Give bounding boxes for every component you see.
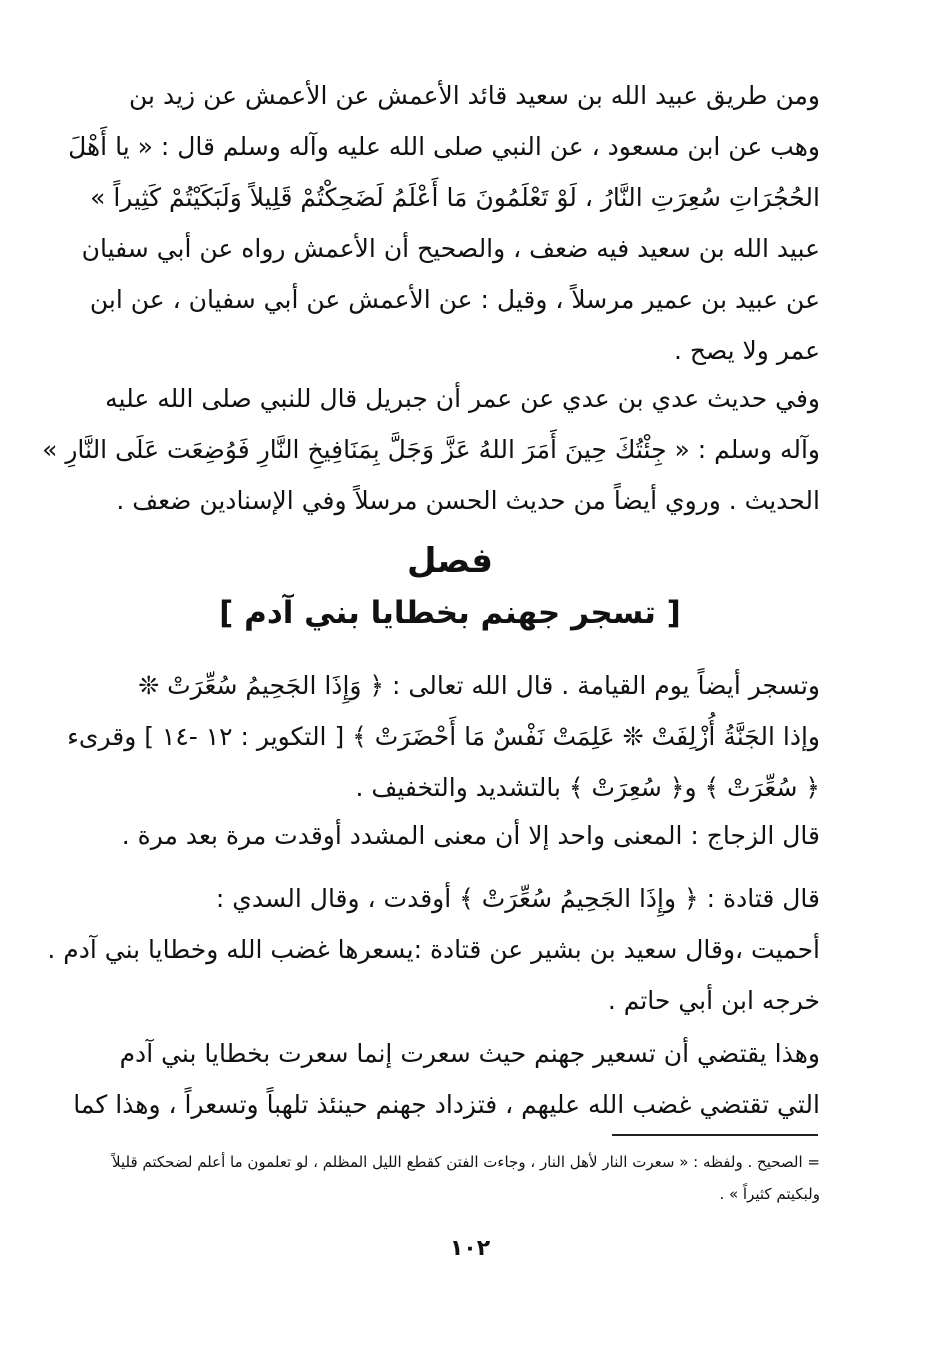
paragraph-hadith-adi	[42, 373, 820, 526]
text-line: وهذا يقتضي أن تسعير جهنم حيث سعرت إنما سعرت بخطايا بني آدم	[119, 1039, 820, 1068]
paragraph-qatada	[47, 873, 820, 1026]
footnote-divider	[612, 1134, 818, 1136]
text-line: ومن طريق عبيد الله بن سعيد قائد الأعمش عن الأعمش عن زيد بن	[129, 81, 820, 110]
section-title: فصل	[406, 541, 494, 581]
page-number: ١٠٢	[449, 1236, 491, 1261]
text-line: ﴿ سُعِّرَتْ ﴾ و﴿ سُعِرَتْ ﴾ بالتشديد والتخفيف .	[355, 773, 820, 802]
paragraph-zajjaj	[80, 810, 820, 861]
text-line: الحُجُرَاتِ سُعِرَتِ النَّارُ ، لَوْ تَعْلَمُونَ مَا أَعْلَمُ لَضَحِكْتُمْ قَلِيلاً وَلَبَكَيْتُمْ كَثِيراً »	[90, 183, 820, 212]
text-line: أحميت ،وقال سعيد بن بشير عن قتادة :يسعرها غضب الله وخطايا بني آدم .	[47, 935, 820, 964]
paragraph-quran-verse	[67, 660, 820, 813]
text-line: عبيد الله بن سعيد فيه ضعف ، والصحيح أن الأعمش رواه عن أبي سفيان	[81, 234, 820, 263]
footnote	[80, 1146, 820, 1210]
text-line: قال الزجاج : المعنى واحد إلا أن معنى المشدد أوقدت مرة بعد مرة .	[121, 821, 820, 850]
text-line: قال قتادة : ﴿ وإِذَا الجَحِيمُ سُعِّرَتْ ﴾ أوقدت ، وقال السدي :	[215, 884, 820, 913]
footnote-line: = الصحيح . ولفظه : « سعرت النار لأهل النار ، وجاءت الفتن كقطع الليل المظلم ، لو تعلمون ما أعلم لضحكتم قليلاً	[112, 1153, 820, 1171]
text-line: وتسجر أيضاً يوم القيامة . قال الله تعالى : ﴿ وَإِذَا الجَحِيمُ سُعِّرَتْ ❊	[138, 671, 820, 700]
section-subtitle: [ تسجر جهنم بخطايا بني آدم ]	[219, 595, 681, 631]
text-line: وهب عن ابن مسعود ، عن النبي صلى الله عليه وآله وسلم قال : « يا أَهْلَ	[68, 132, 820, 161]
footnote-line: ولبكيتم كثيراً » .	[719, 1185, 820, 1203]
text-line: خرجه ابن أبي حاتم .	[607, 986, 820, 1015]
text-line: التي تقتضي غضب الله عليهم ، فتزداد جهنم حينئذ تلهباً وتسعراً ، وهذا كما	[73, 1090, 820, 1119]
paragraph-conclusion	[73, 1028, 820, 1130]
text-line: وإذا الجَنَّةُ أُزْلِفَتْ ❊ عَلِمَتْ نَفْسٌ مَا أَحْضَرَتْ ﴾ [ التكوير : ١٢ -١٤ ] وقرىء	[67, 722, 820, 751]
text-line: عن عبيد بن عمير مرسلاً ، وقيل : عن الأعمش عن أبي سفيان ، عن ابن	[89, 285, 820, 314]
text-line: وفي حديث عدي بن عدي عن عمر أن جبريل قال للنبي صلى الله عليه	[105, 384, 820, 413]
text-line: الحديث . وروي أيضاً من حديث الحسن مرسلاً وفي الإسنادين ضعف .	[116, 486, 820, 515]
paragraph-hadith-ibn-masud	[68, 70, 820, 376]
text-line: عمر ولا يصح .	[673, 336, 820, 365]
text-line: وآله وسلم : « جِئْتُكَ حِينَ أَمَرَ اللهُ عَزَّ وَجَلَّ بِمَنَافِيخِ النَّارِ فَوُضِعَت عَلَى النَّارِ »	[42, 435, 820, 464]
